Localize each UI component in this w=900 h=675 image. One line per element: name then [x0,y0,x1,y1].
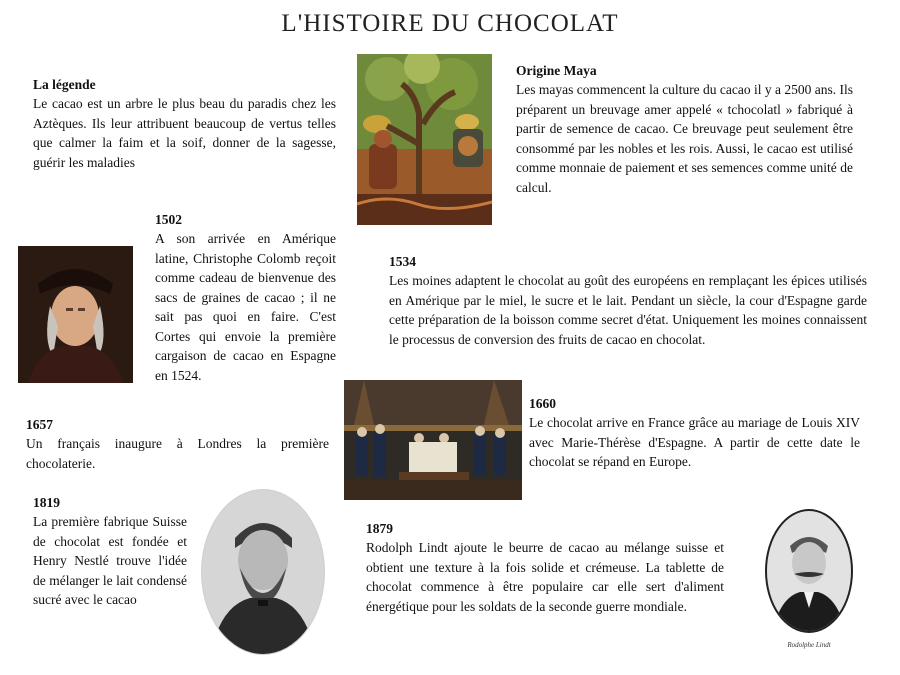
page-title: L'HISTOIRE DU CHOCOLAT [281,10,619,37]
section-text: Les moines adaptent le chocolat au goût des européens en remplaçant les épices utilisés en Amérique par le miel, le sucre et le lait. Pendant un siècle, la cour d'Espagne garde cette préparation de la boisson comme secret d'état. Uniquement les moines connaissent le processus de conversion des fruits de cacao en chocolat. [389,273,867,347]
lindt-portrait [764,508,854,635]
section-heading: La légende [33,77,96,92]
section-text: Le cacao est un arbre le plus beau du paradis chez les Aztèques. Ils leur attribuent beaucoup de vertus telles que calmer la faim et la soif, donner de la sagesse, guérir les maladies [33,96,336,170]
section-heading: 1819 [33,495,60,510]
section-1819 [33,493,187,610]
nestle-portrait [200,488,326,656]
section-1534 [389,252,867,349]
section-1657 [26,415,329,473]
royal-wedding-painting [344,380,522,500]
section-text: La première fabrique Suisse de chocolat est fondée et Henry Nestlé trouve l'idée de mélanger le lait condensé sucré avec le cacao [33,514,187,607]
section-heading: 1660 [529,396,556,411]
section-1879 [366,519,724,616]
section-heading: Origine Maya [516,63,597,78]
maya-cacao-tree-painting [357,54,492,225]
section-text: A son arrivée en Amérique latine, Christophe Colomb reçoit comme cadeau de bienvenue des sacs de graines de cacao ; il ne sait pas quoi en faire. C'est Cortes qui envoie la première cargaison de cacao en Espagne en 1524. [155,231,336,383]
lindt-portrait-caption: Rodolphe Lindt [787,641,831,649]
section-text: Les mayas commencent la culture du cacao il y a 2500 ans. Ils préparent un breuvage amer appelé « tchocolatl » fabriqué à partir de semence de cacao. Ce breuvage peut seulement être consommé par les nobles et les rois. Aussi, le cacao est utilisé comme monnaie de paiement et ses semences comme unité de calcul. [516,82,854,195]
section-1502 [155,210,336,385]
section-heading: 1879 [366,521,393,536]
section-legende [33,75,336,172]
columbus-portrait [18,246,133,383]
section-text: Rodolph Lindt ajoute le beurre de cacao au mélange suisse et obtient une texture à la fois solide et crémeuse. La tablette de chocolat commence à être populaire car elle sert d'aliment énergétique pour les soldats de la seconde guerre mondiale. [366,540,724,614]
section-text: Le chocolat arrive en France grâce au mariage de Louis XIV avec Marie-Thérèse d'Espagne. A partir de cette date le chocolat se répand en Europe. [529,415,860,469]
section-maya [516,61,853,197]
section-heading: 1502 [155,212,182,227]
section-text: Un français inaugure à Londres la première chocolaterie. [26,436,329,471]
section-heading: 1657 [26,417,53,432]
section-1660 [529,394,860,472]
section-heading: 1534 [389,254,416,269]
